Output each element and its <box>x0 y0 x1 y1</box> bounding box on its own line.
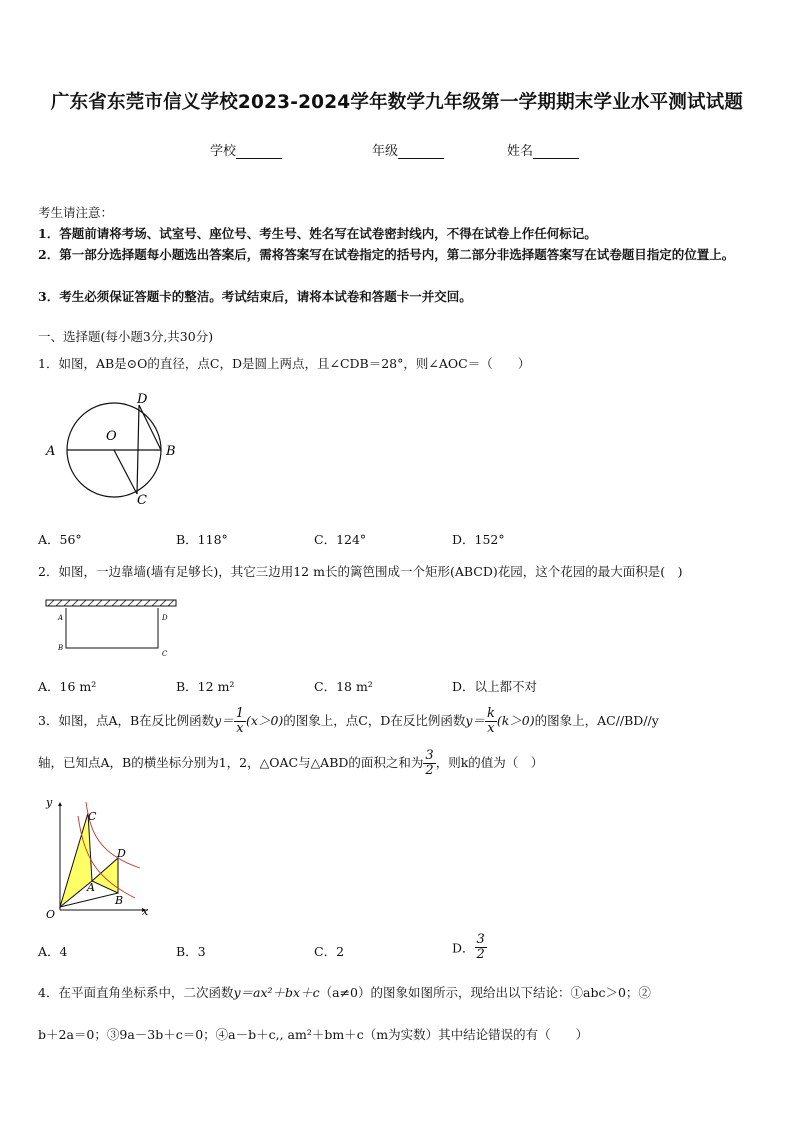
name-label: 姓名 <box>507 144 534 159</box>
label-d: D <box>137 392 148 407</box>
segment-oc <box>114 450 137 494</box>
q4-text: 4．在平面直角坐标系中，二次函数 <box>38 985 234 1000</box>
label-a: A <box>87 881 95 894</box>
q3-option-d[interactable] <box>452 933 487 962</box>
school-field[interactable] <box>210 140 282 159</box>
note-item: 3．考生必须保证答题卡的整洁。考试结束后，请将本试卷和答题卡一并交回。 <box>38 289 472 304</box>
name-blank[interactable] <box>533 146 579 159</box>
q2-option-c[interactable]: C．18 m² <box>314 679 373 694</box>
name-field[interactable] <box>507 140 579 159</box>
notes-heading: 考生请注意： <box>38 205 114 220</box>
label-c: C <box>162 650 168 658</box>
q3-func2-lhs: y＝ <box>465 713 485 728</box>
question-4-line-1 <box>38 982 768 1003</box>
frac-num: k <box>486 706 495 721</box>
label-b: B <box>115 894 124 907</box>
q3-func1-fraction <box>234 707 246 736</box>
label-c: C <box>88 810 97 823</box>
q3-func1-lhs: y＝ <box>214 713 234 728</box>
label-b: B <box>58 644 64 652</box>
q3-text: 3．如图，点A，B在反比例函数 <box>38 713 215 728</box>
note-item: 1．答题前请将考场、试室号、座位号、考生号、姓名写在试卷密封线内，不得在试卷上作任何标记。 <box>38 226 597 241</box>
grade-blank[interactable] <box>398 146 444 159</box>
q1-option-d[interactable]: D．152° <box>452 532 505 547</box>
frac-num: 1 <box>235 706 245 721</box>
label-d: D <box>117 847 126 860</box>
q3-option-c[interactable]: C．2 <box>314 944 345 959</box>
q4-cond: （a≠0） <box>319 985 371 1000</box>
page-title: 广东省东莞市信义学校2023-2024学年数学九年级第一学期期末学业水平测试试题 <box>50 92 744 113</box>
rectangle-abcd <box>66 608 158 648</box>
q4-func: y＝ax²＋bx＋c <box>233 985 320 1000</box>
grade-field[interactable] <box>372 140 444 159</box>
q1-option-b[interactable]: B．118° <box>176 532 228 547</box>
question-4-line-2: b＋2a＝0；③9a－3b＋c＝0；④a－b＋c,, am²＋bm＋c（m为实数）其中结论错误的有（ ） <box>38 1027 589 1042</box>
q3-option-a[interactable]: A．4 <box>38 944 68 959</box>
q3-text: 的图象上，点C，D在反比例函数 <box>283 713 466 728</box>
label-a: A <box>58 614 64 622</box>
question-3-line-2 <box>38 749 768 778</box>
grade-label: 年级 <box>372 144 399 159</box>
note-item: 2．第一部分选择题每小题选出答案后，需将答案写在试卷指定的括号内，第二部分非选择题答案写在试卷题目指定的位置上。 <box>38 247 735 262</box>
triangle-abd <box>92 858 118 893</box>
school-blank[interactable] <box>236 146 282 159</box>
label-x: x <box>142 905 149 918</box>
q3-option-d-label: D． <box>452 940 475 956</box>
label-a: A <box>46 444 56 459</box>
q2-option-a[interactable]: A．16 m² <box>38 679 97 694</box>
label-c: C <box>137 493 147 508</box>
q3-graph-figure <box>40 796 160 920</box>
label-o: O <box>46 908 56 920</box>
q3-option-d-fraction <box>475 933 487 962</box>
section-heading: 一、选择题(每小题3分,共30分) <box>38 329 214 344</box>
q3-text: 轴，已知点A，B的横坐标分别为1，2，△OAC与△ABD的面积之和为 <box>38 755 424 770</box>
q3-func1-cond: (x＞0) <box>246 713 284 728</box>
q3-option-b[interactable]: B．3 <box>176 944 206 959</box>
q1-circle-figure <box>40 388 190 510</box>
label-d: D <box>162 614 168 622</box>
q3-text: ，则k的值为（ ） <box>435 755 544 770</box>
q1-option-c[interactable]: C．124° <box>314 532 367 547</box>
q3-sum-fraction <box>423 749 435 778</box>
question-2-text: 2．如图，一边靠墙(墙有足够长)，其它三边用12 m长的篱笆围成一个矩形(ABCD)花园，这个花园的最大面积是( ) <box>38 564 683 579</box>
q2-option-b[interactable]: B．12 m² <box>176 679 235 694</box>
wall <box>46 600 176 606</box>
frac-num: 3 <box>476 932 485 947</box>
frac-den: 2 <box>476 947 485 962</box>
label-y: y <box>46 796 53 809</box>
y-axis-arrow <box>58 802 62 806</box>
frac-den: x <box>487 721 495 736</box>
q3-func2-fraction <box>485 707 497 736</box>
school-label: 学校 <box>210 144 237 159</box>
frac-den: 2 <box>425 763 434 778</box>
question-3-line-1 <box>38 707 768 736</box>
q2-fence-figure <box>44 596 178 660</box>
q3-text: 的图象上，AC//BD//y <box>534 713 659 728</box>
q1-option-a[interactable]: A．56° <box>38 532 82 547</box>
q3-func2-cond: (k＞0) <box>496 713 535 728</box>
label-o: O <box>106 429 117 444</box>
frac-num: 3 <box>425 748 434 763</box>
question-1-text: 1．如图，AB是⊙O的直径，点C，D是圆上两点，且∠CDB＝28°，则∠AOC＝（ ） <box>38 356 531 371</box>
q4-text: 的图象如图所示，现给出以下结论：①abc＞0；② <box>370 985 651 1000</box>
frac-den: x <box>236 721 244 736</box>
segment-db <box>139 405 161 450</box>
q2-option-d[interactable]: D．以上都不对 <box>452 679 538 694</box>
label-b: B <box>166 444 176 459</box>
